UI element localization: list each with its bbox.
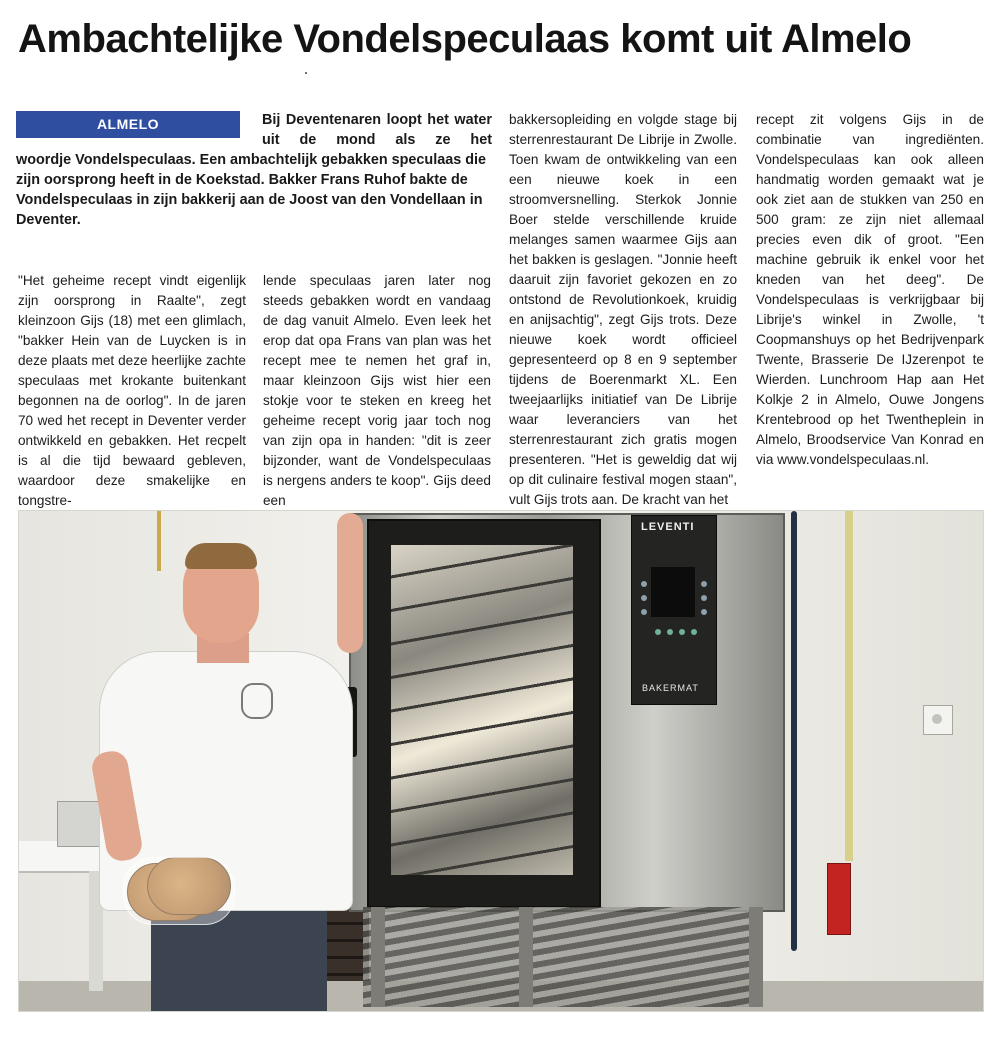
photo-oven-button: [701, 609, 707, 615]
body-column-2: lende speculaas jaren later nog steeds gebakken wordt en vandaag de dag vanuit Almelo. Even leek het erop dat opa Frans van plan was het recept mee te nemen het graf in, maar kleinzoon Gijs wist hier een stokje voor te steken en kreeg het geheime recept vorig jaar toch nog van zijn opa in handen: "dit is zeer bijzonder, want de Vondelspeculaas is nergens anders te koop". Gijs deed een: [263, 273, 491, 508]
lead-paragraph: woordje Vondelspeculaas. Een ambachtelijk gebakken speculaas die zijn oorsprong heeft in de Koekstad. Bakker Frans Ruhof bakte de Vondelspeculaas in zijn bakkerij aan de Joost van den Vondellaan in Deventer.: [16, 152, 487, 228]
photo-person-hair: [185, 543, 257, 569]
separator-dot: [305, 72, 307, 74]
photo-stand-leg: [519, 907, 533, 1007]
photo-oven-button: [667, 629, 673, 635]
article-headline: Ambachtelijke Vondelspeculaas komt uit Almelo: [18, 17, 912, 61]
photo-oven-maker: BAKERMAT: [642, 683, 699, 693]
photo-oven-button: [701, 581, 707, 587]
photo-cookie-wrapper: [123, 857, 235, 925]
photo-oven-button: [641, 609, 647, 615]
lead-paragraph-first-line: Bij Deventenaren loopt het water uit de mond als ze het: [262, 112, 492, 148]
photo-oven-racks: [391, 545, 573, 875]
body-column-1: "Het geheime recept vindt eigenlijk zijn oorsprong in Raalte", zegt kleinzoon Gijs (18) met een glimlach, "bakker Hein van de Luycken is in deze plaats met deze heerlijke zachte speculaas met krokante buitenkant begonnen na de oorlog". In de jaren 70 wed het recept in Deventer verder ontwikkeld en gebakken. Het recpelt is al die tijd bewaard gebleven, waardoor deze smakelijke en tongstre-: [18, 273, 246, 508]
photo-person-raised-arm: [337, 513, 363, 653]
photo-oven-button: [679, 629, 685, 635]
photo-oven-button: [691, 629, 697, 635]
body-column-3: bakkersopleiding en volgde stage bij sterrenrestaurant De Librije in Zwolle. Toen kwam de ontwikkeling van een een nieuwe koek in een stroomversnelling. Sterkok Jonnie Boer stelde verschillende kruide melanges samen waarmee Gijs aan het bakken is geslagen. "Jonnie heeft daaruit zijn favoriet gekozen en zo ontstond de Revolutionkoek, kruidig en anijsachtig", zegt Gijs trots. Deze nieuwe koek wordt officieel gepresenteerd op 8 en 9 september tijdens de Boerenmarkt XL. Een tweejaarlijks initiatief van De Librije waar leveranciers van het sterrenrestaurant zich gratis mogen presenteren. "Het is geweldig dat wij op dit culinaire festival mogen staan", vult Gijs trots aan. De kracht van het: [509, 112, 737, 507]
photo-wall-socket-hole: [932, 714, 942, 724]
photo-stand-leg: [749, 907, 763, 1007]
photo-oven-brand: LEVENTI: [641, 521, 695, 533]
article-photo: [18, 510, 984, 1012]
photo-oven-button: [641, 595, 647, 601]
photo-oven-stand: [363, 907, 763, 1007]
photo-wire: [157, 511, 161, 571]
photo-pipe: [845, 511, 853, 861]
photo-stand-leg: [371, 907, 385, 1007]
photo-oven-button: [701, 595, 707, 601]
location-label: ALMELO: [16, 111, 240, 138]
photo-shirt-logo: [241, 683, 273, 719]
photo-hose: [791, 511, 797, 951]
body-column-4: recept zit volgens Gijs in de combinatie van ingrediënten. Vondelspeculaas kan ook alleen handmatig worden gemaakt wat je ook ziet aan de stukken van 250 en 500 gram: ze zijn niet allemaal precies even dik of groot. "Een machine gebruik ik enkel voor het kneden van het deeg". De Vondelspeculaas is verkrijgbaar bij Librije's winkel in Zwolle, 't Coopmanshuys op het Bedrijvenpark Twente, Brasserie De IJzerenpot te Wierden. Lunchroom Hap aan Het Kolkje 2 in Almelo, Ouwe Jongens Krentebrood op het Twentheplein in Almelo, Broodservice Van Konrad en via www.vondelspeculaas.nl.: [756, 112, 984, 467]
photo-oven-button: [641, 581, 647, 587]
photo-power-plug: [827, 863, 851, 935]
photo-oven-display: [651, 567, 695, 617]
photo-oven-button: [655, 629, 661, 635]
